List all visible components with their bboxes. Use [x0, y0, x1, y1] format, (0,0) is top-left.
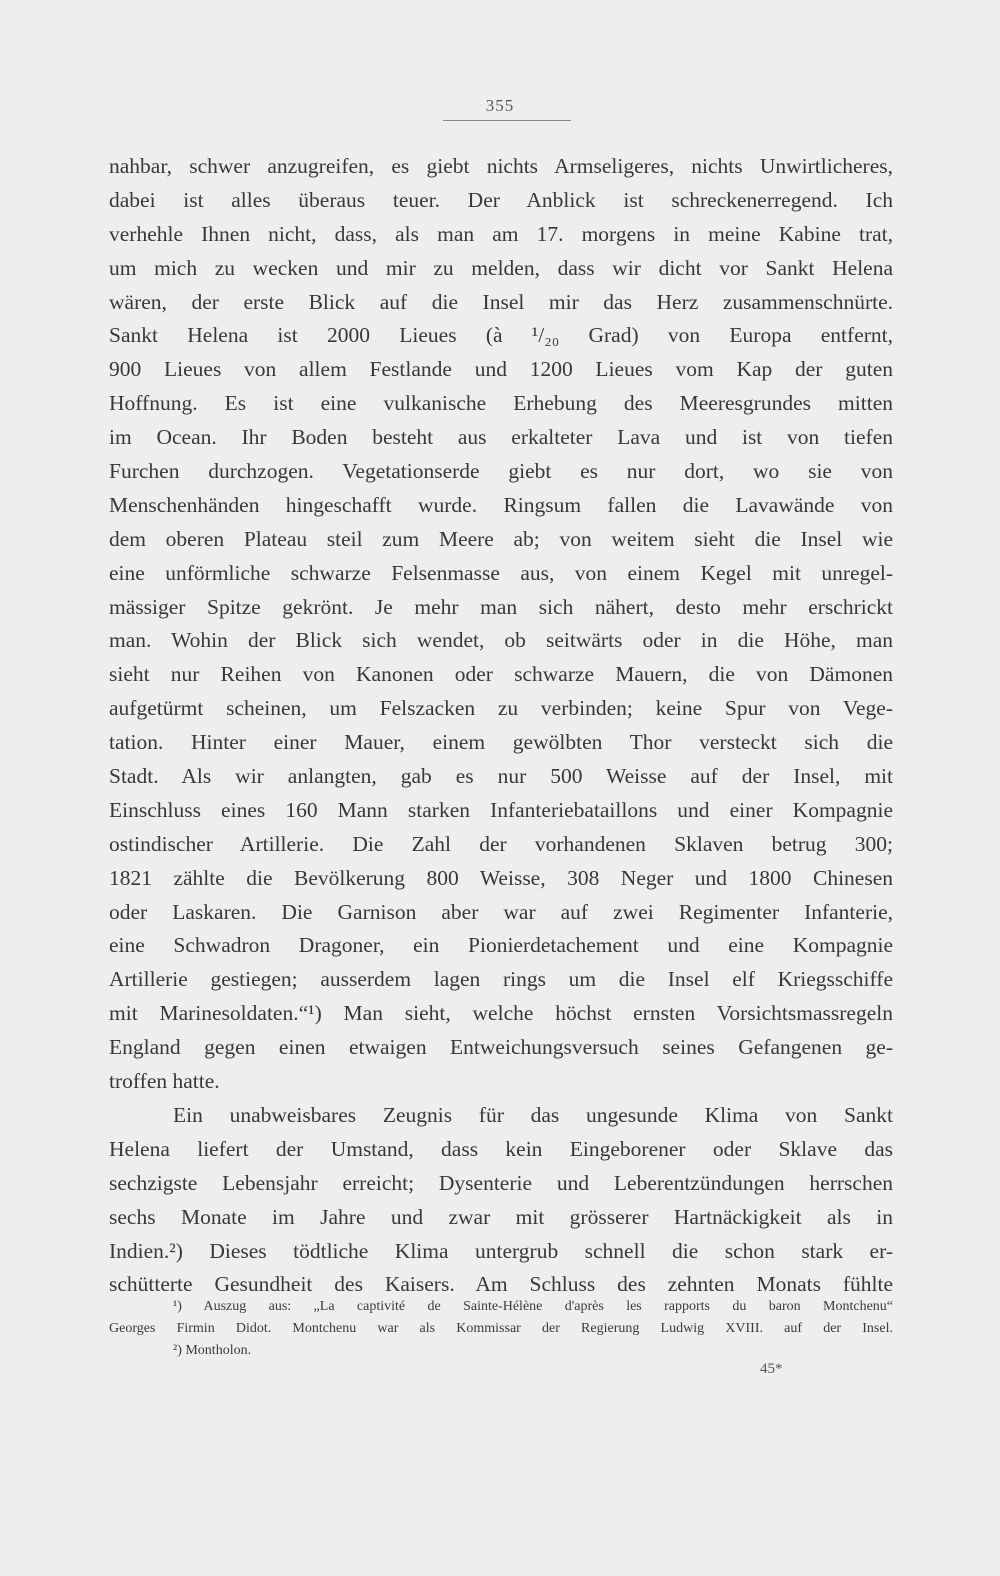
text-line: Ein unabweisbares Zeugnis für das ungesunde Klima von Sankt — [173, 1102, 893, 1127]
text-line: tation. Hinter einer Mauer, einem gewölbten Thor versteckt sich die — [109, 730, 893, 755]
footnote-line: Georges Firmin Didot. Montchenu war als Kommissar der Regierung Ludwig XVIII. auf der Insel. — [109, 1321, 893, 1336]
text-line: sechs Monate im Jahre und zwar mit grösserer Hartnäckigkeit als in — [109, 1204, 893, 1229]
text-line: England gegen einen etwaigen Entweichungsversuch seines Gefangenen ge- — [109, 1035, 893, 1060]
text-line: oder Laskaren. Die Garnison aber war auf zwei Regimenter Infanterie, — [109, 899, 893, 924]
text-line: um mich zu wecken und mir zu melden, dass wir dicht vor Sankt Helena — [109, 255, 893, 280]
footnotes — [109, 1296, 893, 1362]
text-line: troffen hatte. — [109, 1069, 220, 1094]
text-line: Sankt Helena ist 2000 Lieues (à ¹/₂₀ Grad) von Europa entfernt, — [109, 323, 893, 348]
text-line: dabei ist alles überaus teuer. Der Anblick ist schreckenerregend. Ich — [109, 187, 893, 212]
text-line: nahbar, schwer anzugreifen, es giebt nichts Armseligeres, nichts Unwirtlicheres, — [109, 154, 893, 178]
text-line: Einschluss eines 160 Mann starken Infanteriebataillons und einer Kompagnie — [109, 797, 893, 822]
text-line: im Ocean. Ihr Boden besteht aus erkalteter Lava und ist von tiefen — [109, 425, 893, 450]
text-line: 900 Lieues von allem Festlande und 1200 Lieues vom Kap der guten — [109, 357, 893, 382]
text-line: eine Schwadron Dragoner, ein Pionierdetachement und eine Kompagnie — [109, 933, 893, 958]
footnote-line: ²) Montholon. — [173, 1343, 252, 1358]
text-line: dem oberen Plateau steil zum Meere ab; von weitem sieht die Insel wie — [109, 526, 893, 551]
text-line: Indien.²) Dieses tödtliche Klima untergrub schnell die schon stark er- — [109, 1238, 893, 1263]
text-line: ostindischer Artillerie. Die Zahl der vorhandenen Sklaven betrug 300; — [109, 831, 893, 856]
text-line: schütterte Gesundheit des Kaisers. Am Schluss des zehnten Monats fühlte — [109, 1272, 893, 1297]
text-line: 1821 zählte die Bevölkerung 800 Weisse, 308 Neger und 1800 Chinesen — [109, 865, 893, 890]
text-line: Artillerie gestiegen; ausserdem lagen rings um die Insel elf Kriegsschiffe — [109, 967, 893, 992]
text-line: sieht nur Reihen von Kanonen oder schwarze Mauern, die von Dämonen — [109, 662, 893, 687]
text-line: Stadt. Als wir anlangten, gab es nur 500 Weisse auf der Insel, mit — [109, 764, 893, 789]
text-line: aufgetürmt scheinen, um Felszacken zu verbinden; keine Spur von Vege- — [109, 696, 893, 721]
text-line: mässiger Spitze gekrönt. Je mehr man sich nähert, desto mehr erschrickt — [109, 594, 893, 619]
text-line: Menschenhänden hingeschafft wurde. Ringsum fallen die Lavawände von — [109, 492, 893, 517]
text-line: Helena liefert der Umstand, dass kein Eingeborener oder Sklave das — [109, 1136, 893, 1161]
text-line: sechzigste Lebensjahr erreicht; Dysenterie und Leberentzündungen herrschen — [109, 1170, 893, 1195]
text-line: mit Marinesoldaten.“¹) Man sieht, welche höchst ernsten Vorsichtsmassregeln — [109, 1001, 893, 1026]
body-text — [109, 150, 893, 1302]
text-line: Hoffnung. Es ist eine vulkanische Erhebung des Meeresgrundes mitten — [109, 391, 893, 416]
printer-signature: 45* — [760, 1361, 783, 1377]
text-line: verhehle Ihnen nicht, dass, als man am 17. morgens in meine Kabine trat, — [109, 221, 893, 246]
footnote-line: ¹) Auszug aus: „La captivité de Sainte-Hélène d'après les rapports du baron Montchenu“ — [173, 1299, 893, 1314]
text-line: wären, der erste Blick auf die Insel mir das Herz zusammenschnürte. — [109, 289, 893, 314]
text-line: man. Wohin der Blick sich wendet, ob seitwärts oder in die Höhe, man — [109, 628, 893, 653]
page-number: 355 — [485, 96, 515, 115]
header-rule — [443, 120, 571, 121]
text-line: Furchen durchzogen. Vegetationserde giebt es nur dort, wo sie von — [109, 459, 893, 484]
text-line: eine unförmliche schwarze Felsenmasse aus, von einem Kegel mit unregel- — [109, 560, 893, 585]
